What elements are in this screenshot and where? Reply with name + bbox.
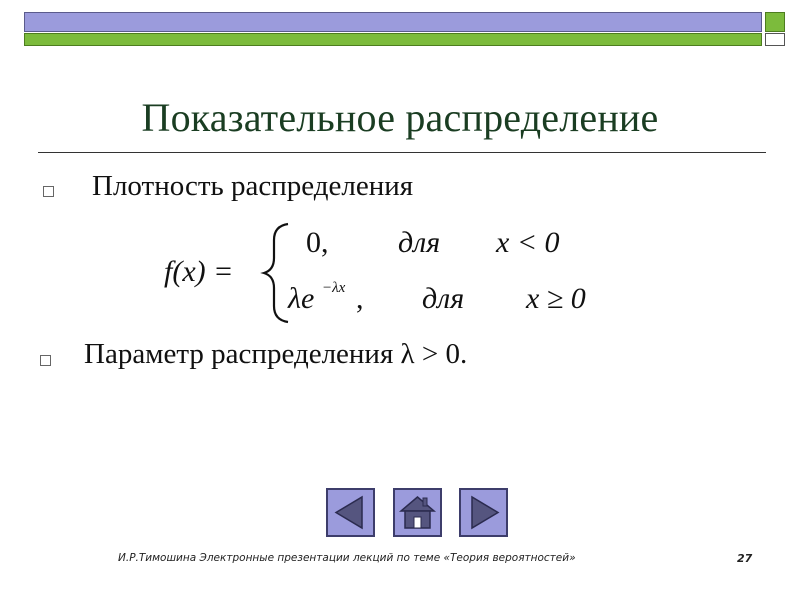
home-button[interactable] bbox=[393, 488, 442, 537]
bullet-density: Плотность распределения bbox=[92, 170, 414, 202]
case2-base: λe bbox=[288, 282, 315, 315]
formula-lhs: f(x) = bbox=[164, 255, 234, 288]
density-formula bbox=[160, 218, 620, 328]
triangle-left-icon bbox=[328, 490, 373, 535]
triangle-right-icon bbox=[461, 490, 506, 535]
page-number: 27 bbox=[737, 552, 753, 565]
bullet-square-icon bbox=[43, 186, 54, 197]
case2-comma: , bbox=[356, 282, 364, 315]
bullet-parameter: Параметр распределения λ > 0. bbox=[84, 338, 468, 370]
previous-slide-button[interactable] bbox=[326, 488, 375, 537]
case1-word: для bbox=[398, 226, 441, 259]
header-square-green bbox=[765, 12, 785, 32]
next-slide-button[interactable] bbox=[459, 488, 508, 537]
footer-credit: И.Р.Тимошина Электронные презентации лекций по теме «Теория вероятностей» bbox=[118, 552, 576, 564]
header-bar-green bbox=[24, 33, 762, 46]
bullet-square-icon bbox=[40, 355, 51, 366]
case1-condition: x < 0 bbox=[496, 226, 560, 259]
slide-title: Показательное распределение bbox=[141, 95, 659, 140]
house-icon bbox=[395, 490, 440, 535]
header-bar-blue bbox=[24, 12, 762, 32]
title-divider bbox=[38, 152, 766, 153]
header-square-white bbox=[765, 33, 785, 46]
formula-brace bbox=[264, 224, 288, 322]
case2-exponent: −λx bbox=[322, 280, 346, 296]
case2-word: для bbox=[422, 282, 465, 315]
case1-value: 0, bbox=[306, 226, 329, 259]
case2-condition: x ≥ 0 bbox=[526, 282, 586, 315]
